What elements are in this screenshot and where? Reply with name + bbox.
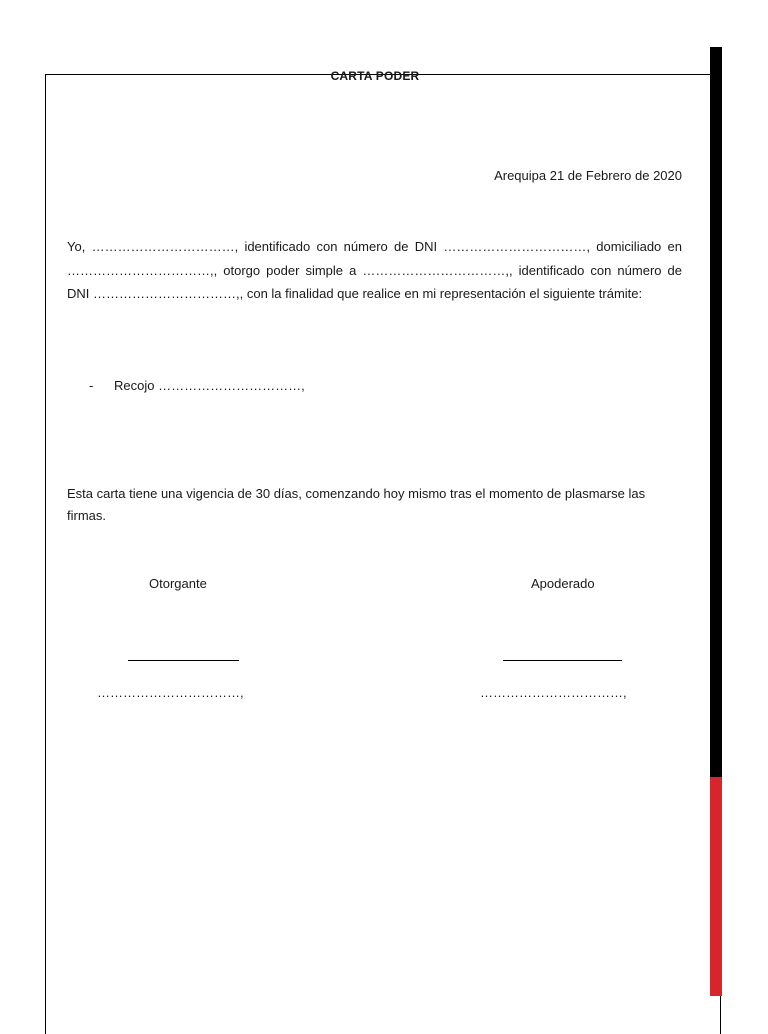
page-border (45, 74, 721, 1034)
document-date: Arequipa 21 de Febrero de 2020 (494, 168, 682, 183)
list-item (89, 378, 305, 393)
list-item-text: Recojo ……………………………, (114, 378, 305, 393)
validity-paragraph: Esta carta tiene una vigencia de 30 días, comenzando hoy mismo tras el momento de plasmarse las firmas. (67, 486, 646, 523)
side-bar-red (710, 777, 722, 996)
body-paragraph: Yo, ……………………………, identificado con número de DNI ……………………………, domiciliado en ……………………………,, otorgo poder simple a ……………………………,, identificado con número de DNI ……………………………,, con la finalidad que realice en mi representación el siguiente trámite: (67, 239, 682, 301)
side-bar-black (710, 47, 722, 777)
list-bullet: - (89, 378, 94, 393)
attorney-signature-line (503, 660, 622, 661)
attorney-label: Apoderado (531, 576, 595, 591)
grantor-label: Otorgante (149, 576, 207, 591)
grantor-name-field: ……………………………, (97, 685, 244, 700)
document-title: CARTA PODER (330, 69, 420, 83)
grantor-signature-line (128, 660, 239, 661)
attorney-name-field: ……………………………, (480, 685, 627, 700)
